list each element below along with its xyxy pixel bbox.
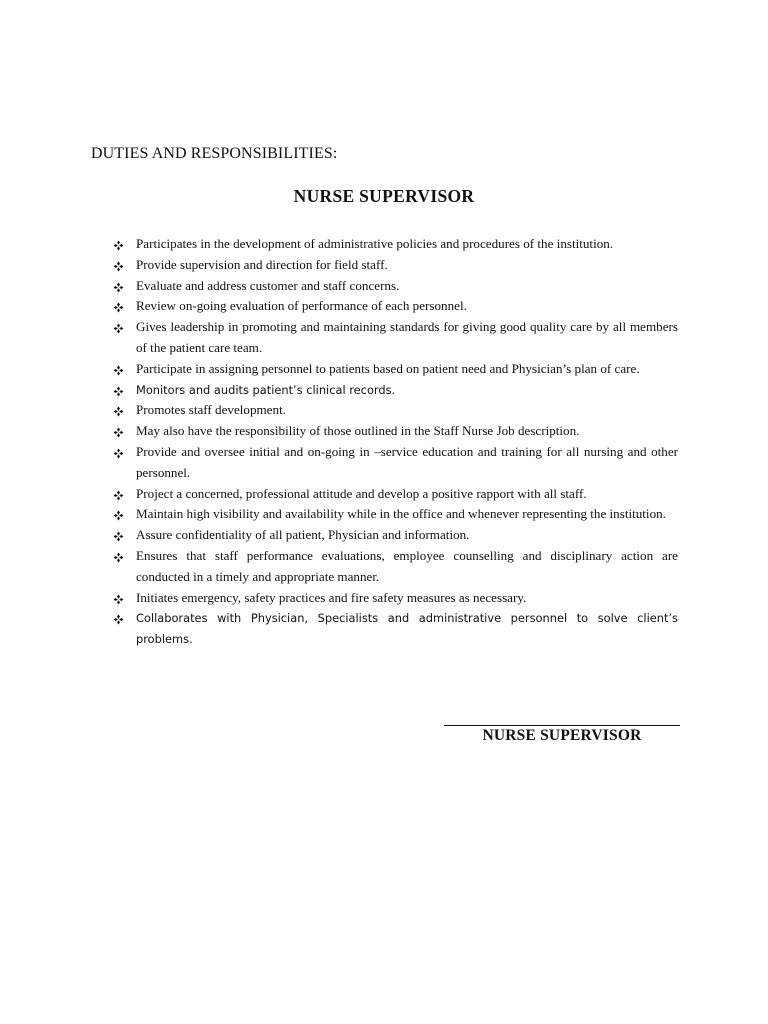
duty-text: Project a concerned, professional attitude and develop a positive rapport with all staff. <box>136 485 587 501</box>
duty-text: Collaborates with Physician, Specialists and administrative personnel to solve client’s problems. <box>136 611 678 647</box>
four-diamond-bullet-icon <box>113 490 124 501</box>
duty-item <box>113 442 678 484</box>
duty-text: Participates in the development of administrative policies and procedures of the institution. <box>136 236 614 251</box>
four-diamond-bullet-icon <box>113 240 124 251</box>
four-diamond-bullet-icon <box>113 427 124 438</box>
signature-title: NURSE SUPERVISOR <box>482 727 642 744</box>
duty-item <box>113 359 678 380</box>
section-heading: DUTIES AND RESPONSIBILITIES: <box>91 145 338 162</box>
duty-text: Provide supervision and direction for field staff. <box>136 256 388 272</box>
duty-item <box>113 421 678 442</box>
four-diamond-bullet-icon <box>113 323 124 334</box>
duty-text: Ensures that staff performance evaluations, employee counselling and disciplinary action are conducted in a timely and appropriate manner. <box>136 547 678 584</box>
four-diamond-bullet-icon <box>113 302 124 313</box>
duty-text: Evaluate and address customer and staff concerns. <box>136 277 400 293</box>
duty-item <box>113 400 678 421</box>
four-diamond-bullet-icon <box>113 386 124 397</box>
duty-text: Maintain high visibility and availability while in the office and whenever representing the institution. <box>136 506 666 522</box>
duty-item <box>113 504 678 525</box>
four-diamond-bullet-icon <box>113 261 124 272</box>
four-diamond-bullet-icon <box>113 510 124 521</box>
four-diamond-bullet-icon <box>113 552 124 563</box>
duty-item <box>113 588 678 609</box>
duty-item <box>113 296 678 317</box>
four-diamond-bullet-icon <box>113 406 124 417</box>
duty-item <box>113 276 678 297</box>
duty-item <box>113 484 678 505</box>
duty-text: Monitors and audits patient’s clinical records. <box>136 382 396 397</box>
four-diamond-bullet-icon <box>113 531 124 542</box>
duty-item <box>113 546 678 588</box>
duty-item <box>113 380 678 401</box>
duty-item <box>113 608 678 650</box>
duty-text: Provide and oversee initial and on-going in –service education and training for all nursing and other personnel. <box>136 443 678 480</box>
duty-text: Assure confidentiality of all patient, Physician and information. <box>136 527 470 543</box>
duty-item <box>113 525 678 546</box>
duty-text: Review on-going evaluation of performance of each personnel. <box>136 298 467 314</box>
duty-text: Gives leadership in promoting and maintaining standards for giving good quality care by all members of the patient care team. <box>136 319 678 355</box>
document-title: NURSE SUPERVISOR <box>293 186 475 206</box>
duty-text: Promotes staff development. <box>136 402 286 418</box>
four-diamond-bullet-icon <box>113 448 124 459</box>
four-diamond-bullet-icon <box>113 365 124 376</box>
four-diamond-bullet-icon <box>113 594 124 605</box>
four-diamond-bullet-icon <box>113 614 124 625</box>
duty-text: Participate in assigning personnel to patients based on patient need and Physician’s plan of care. <box>136 360 640 376</box>
signature-line <box>444 725 680 726</box>
duties-list <box>113 234 678 650</box>
duty-item <box>113 255 678 276</box>
duty-text: Initiates emergency, safety practices and fire safety measures as necessary. <box>136 589 527 605</box>
duty-text: May also have the responsibility of those outlined in the Staff Nurse Job description. <box>136 423 580 439</box>
duty-item <box>113 317 678 359</box>
four-diamond-bullet-icon <box>113 282 124 293</box>
duty-item <box>113 234 678 255</box>
